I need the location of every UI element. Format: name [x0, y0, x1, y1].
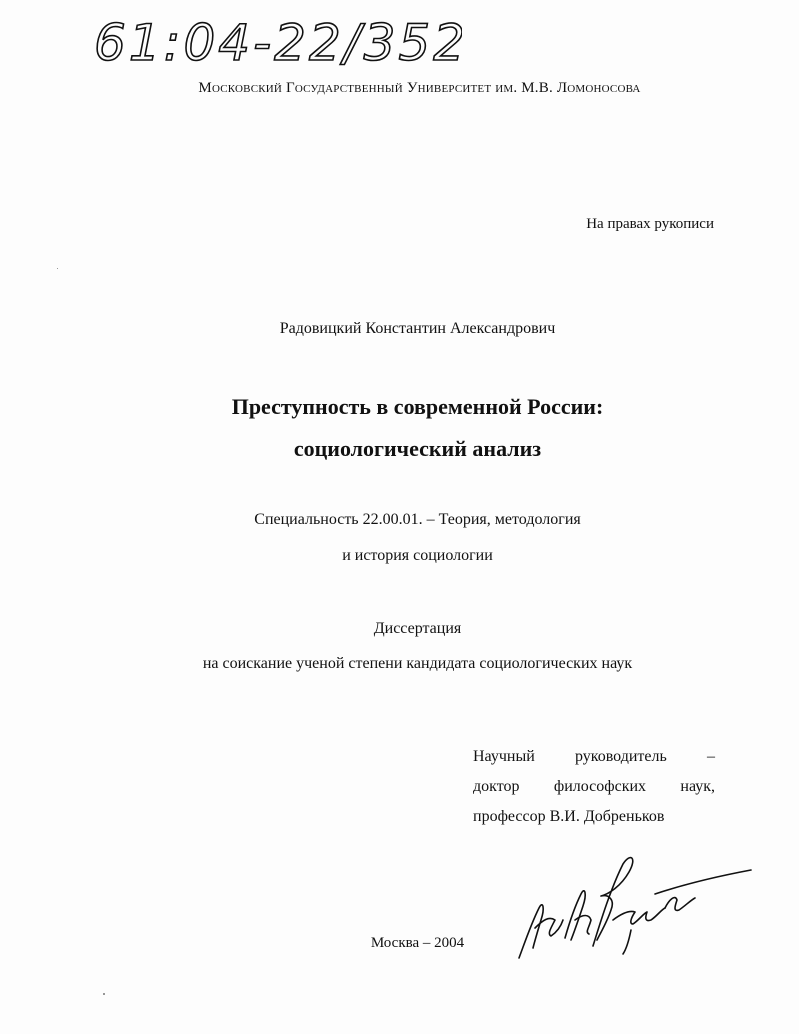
city-and-year: Москва – 2004	[370, 935, 465, 951]
dissertation-title-line-1: Преступность в современной России:	[231, 394, 604, 419]
manuscript-rights-note: На правах рукописи	[586, 216, 714, 232]
advisor-role: Научный руководитель –	[473, 748, 715, 765]
advisor-name: профессор В.И. Добреньков	[473, 808, 665, 825]
handwritten-archive-number	[92, 12, 462, 70]
dissertation-label: Диссертация	[373, 620, 462, 637]
advisor-degree: доктор философских наук,	[473, 778, 715, 795]
degree-description: на соискание ученой степени кандидата социологических наук	[202, 655, 633, 672]
university-name: Московский Государственный Университет им. М.В. Ломоносова	[198, 80, 641, 96]
specialty-line-1: Специальность 22.00.01. – Теория, методология	[254, 511, 581, 528]
author-name: Радовицкий Константин Александрович	[279, 320, 556, 337]
dissertation-title-line-2: социологический анализ	[293, 436, 542, 461]
scan-speck	[103, 993, 105, 995]
scan-speck	[57, 268, 58, 269]
specialty-line-2: и история социологии	[342, 547, 493, 564]
archive-number-text: 61:04-22/352	[94, 14, 462, 70]
